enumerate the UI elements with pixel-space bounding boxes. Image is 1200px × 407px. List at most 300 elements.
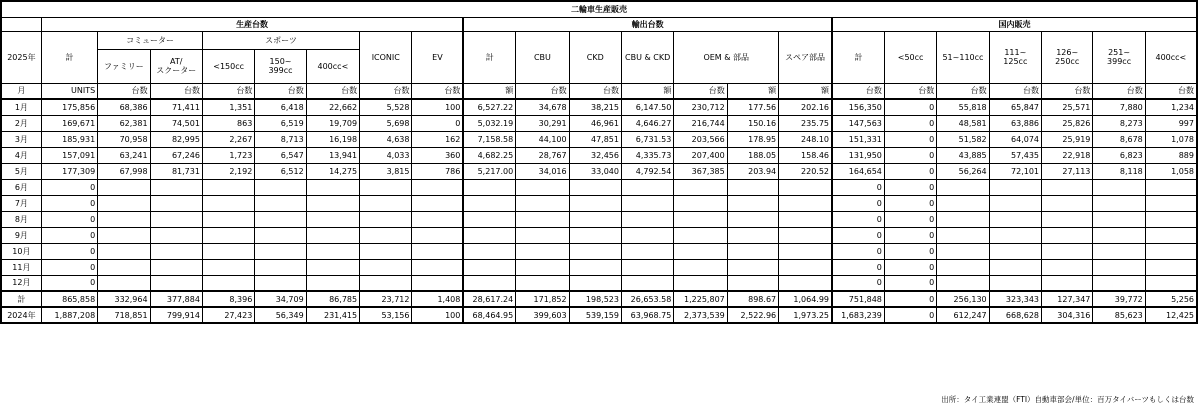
table-cell <box>150 227 202 243</box>
table-cell <box>255 275 306 291</box>
table-cell: 156,350 <box>832 99 884 115</box>
table-cell: 1,234 <box>1145 99 1197 115</box>
table-title: 二輪車生産販売 <box>1 1 1197 17</box>
table-cell: 51,582 <box>937 131 989 147</box>
table-cell <box>255 179 306 195</box>
table-cell: 668,628 <box>989 307 1041 323</box>
table-cell: 0 <box>832 243 884 259</box>
table-cell: 786 <box>412 163 463 179</box>
col-cbu-ckd: CBU & CKD <box>621 31 673 83</box>
table-cell: 46,961 <box>569 115 621 131</box>
table-cell <box>621 211 673 227</box>
unit-label: 台数 <box>674 83 727 99</box>
table-cell: 0 <box>41 243 97 259</box>
table-cell: 7,158.58 <box>463 131 515 147</box>
table-cell: 8,678 <box>1093 131 1145 147</box>
unit-label: 台数 <box>832 83 884 99</box>
table-cell <box>1093 211 1145 227</box>
table-cell: 0 <box>41 275 97 291</box>
table-cell: 5,528 <box>360 99 412 115</box>
row-label: 3月 <box>1 131 41 147</box>
table-cell: 6,547 <box>255 147 306 163</box>
col-spare-parts: スペア部品 <box>779 31 832 83</box>
table-cell: 34,709 <box>255 291 306 307</box>
table-cell: 157,091 <box>41 147 97 163</box>
table-cell: 0 <box>884 275 936 291</box>
table-cell <box>937 275 989 291</box>
table-cell: 68,386 <box>98 99 150 115</box>
table-cell <box>98 275 150 291</box>
table-cell <box>1145 227 1197 243</box>
table-cell: 0 <box>884 291 936 307</box>
table-cell <box>779 179 832 195</box>
table-cell: 171,852 <box>516 291 569 307</box>
table-cell <box>306 227 359 243</box>
table-cell <box>674 179 727 195</box>
table-row <box>1 147 1197 163</box>
table-cell <box>989 259 1041 275</box>
table-cell: 30,291 <box>516 115 569 131</box>
table-cell: 2,192 <box>202 163 254 179</box>
table-cell: 4,682.25 <box>463 147 515 163</box>
table-cell: 0 <box>884 115 936 131</box>
table-cell <box>255 195 306 211</box>
table-cell: 377,884 <box>150 291 202 307</box>
table-cell: 5,032.19 <box>463 115 515 131</box>
table-cell <box>255 243 306 259</box>
table-cell: 0 <box>41 259 97 275</box>
table-cell <box>569 243 621 259</box>
col-111-125: 111~ 125cc <box>989 31 1041 83</box>
production-section-header: 生産台数 <box>41 17 463 31</box>
table-cell: 175,856 <box>41 99 97 115</box>
table-cell: 4,792.54 <box>621 163 673 179</box>
col-400-plus-domestic: 400cc< <box>1145 31 1197 83</box>
table-cell <box>989 179 1041 195</box>
unit-label: 台数 <box>1093 83 1145 99</box>
source-note: 出所：タイ工業連盟（FTI）自動車部会/単位：百万タイバーツもしくは台数 <box>941 395 1194 404</box>
domestic-section-header: 国内販売 <box>832 17 1197 31</box>
col-251-399: 251~ 399cc <box>1093 31 1145 83</box>
table-cell: 231,415 <box>306 307 359 323</box>
table-cell <box>727 195 778 211</box>
table-cell: 81,731 <box>150 163 202 179</box>
unit-label: 台数 <box>884 83 936 99</box>
table-cell <box>989 211 1041 227</box>
table-cell <box>779 275 832 291</box>
table-cell: 158.46 <box>779 147 832 163</box>
table-row <box>1 259 1197 275</box>
table-cell: 23,712 <box>360 291 412 307</box>
table-cell <box>150 275 202 291</box>
table-cell: 0 <box>41 227 97 243</box>
table-cell: 0 <box>884 99 936 115</box>
table-cell <box>1093 227 1145 243</box>
table-cell: 86,785 <box>306 291 359 307</box>
table-cell: 332,964 <box>98 291 150 307</box>
table-cell: 1,408 <box>412 291 463 307</box>
table-cell <box>150 195 202 211</box>
table-cell: 162 <box>412 131 463 147</box>
table-cell <box>1145 195 1197 211</box>
table-cell: 198,523 <box>569 291 621 307</box>
table-cell <box>412 275 463 291</box>
table-cell <box>360 227 412 243</box>
table-cell <box>937 227 989 243</box>
row-label: 4月 <box>1 147 41 163</box>
table-cell <box>779 227 832 243</box>
table-cell: 1,887,208 <box>41 307 97 323</box>
table-cell: 1,351 <box>202 99 254 115</box>
table-cell <box>150 243 202 259</box>
table-cell: 4,646.27 <box>621 115 673 131</box>
table-cell: 367,385 <box>674 163 727 179</box>
table-cell <box>674 243 727 259</box>
table-cell: 5,217.00 <box>463 163 515 179</box>
col-cbu: CBU <box>516 31 569 83</box>
table-cell: 27,423 <box>202 307 254 323</box>
table-cell: 56,264 <box>937 163 989 179</box>
table-cell: 164,654 <box>832 163 884 179</box>
table-cell: 67,998 <box>98 163 150 179</box>
prev-year-row <box>1 307 1197 323</box>
table-row <box>1 163 1197 179</box>
table-cell <box>1093 179 1145 195</box>
table-cell <box>412 211 463 227</box>
col-iconic: ICONIC <box>360 31 412 83</box>
table-cell <box>463 195 515 211</box>
table-row <box>1 179 1197 195</box>
table-row <box>1 243 1197 259</box>
table-cell <box>150 259 202 275</box>
table-cell: 74,501 <box>150 115 202 131</box>
table-cell: 70,958 <box>98 131 150 147</box>
table-cell: 14,275 <box>306 163 359 179</box>
table-cell <box>98 195 150 211</box>
table-cell <box>569 275 621 291</box>
table-cell: 1,064.99 <box>779 291 832 307</box>
table-cell <box>937 259 989 275</box>
month-header: 月 <box>1 83 41 99</box>
table-cell <box>1145 259 1197 275</box>
export-section-header: 輸出台数 <box>463 17 832 31</box>
table-cell: 63,968.75 <box>621 307 673 323</box>
table-cell: 177,309 <box>41 163 97 179</box>
table-cell: 0 <box>41 195 97 211</box>
col-126-250: 126~ 250cc <box>1042 31 1093 83</box>
table-cell: 0 <box>832 227 884 243</box>
table-cell: 64,074 <box>989 131 1041 147</box>
table-cell <box>98 227 150 243</box>
table-cell: 0 <box>832 195 884 211</box>
col-lt50: <50cc <box>884 31 936 83</box>
table-cell: 4,638 <box>360 131 412 147</box>
table-cell: 718,851 <box>98 307 150 323</box>
table-cell <box>779 243 832 259</box>
table-cell <box>621 179 673 195</box>
sports-group-header: スポーツ <box>202 31 359 49</box>
table-cell <box>1093 243 1145 259</box>
table-cell <box>516 227 569 243</box>
table-cell: 185,931 <box>41 131 97 147</box>
table-cell <box>989 275 1041 291</box>
oem-parts-group-header: OEM & 部品 <box>674 31 779 83</box>
table-cell: 751,848 <box>832 291 884 307</box>
table-cell: 47,851 <box>569 131 621 147</box>
table-cell: 207,400 <box>674 147 727 163</box>
table-cell: 202.16 <box>779 99 832 115</box>
unit-label: 台数 <box>98 83 150 99</box>
table-cell: 4,335.73 <box>621 147 673 163</box>
row-label: 計 <box>1 291 41 307</box>
table-cell <box>306 243 359 259</box>
table-cell: 539,159 <box>569 307 621 323</box>
table-cell: 997 <box>1145 115 1197 131</box>
table-cell: 12,425 <box>1145 307 1197 323</box>
col-at-scooter: AT/ スクーター <box>150 49 202 83</box>
table-cell: 863 <box>202 115 254 131</box>
table-cell: 0 <box>884 307 936 323</box>
total-row <box>1 291 1197 307</box>
table-cell <box>202 227 254 243</box>
table-cell <box>674 227 727 243</box>
table-cell <box>621 243 673 259</box>
unit-label: 台数 <box>360 83 412 99</box>
table-cell <box>1145 243 1197 259</box>
row-label: 2024年 <box>1 307 41 323</box>
table-row <box>1 131 1197 147</box>
col-prod-total: 計 <box>41 31 97 83</box>
table-cell: 8,273 <box>1093 115 1145 131</box>
table-cell: 0 <box>884 211 936 227</box>
table-cell: 100 <box>412 99 463 115</box>
table-cell: 1,973.25 <box>779 307 832 323</box>
unit-label: 額 <box>727 83 778 99</box>
table-cell: 0 <box>412 115 463 131</box>
table-cell: 68,464.95 <box>463 307 515 323</box>
table-cell <box>516 259 569 275</box>
table-cell: 7,880 <box>1093 99 1145 115</box>
table-row <box>1 115 1197 131</box>
table-cell <box>516 275 569 291</box>
row-label: 10月 <box>1 243 41 259</box>
table-cell: 612,247 <box>937 307 989 323</box>
table-cell: 203.94 <box>727 163 778 179</box>
row-label: 6月 <box>1 179 41 195</box>
table-cell: 6,147.50 <box>621 99 673 115</box>
table-cell <box>937 195 989 211</box>
table-cell: 151,331 <box>832 131 884 147</box>
table-cell: 0 <box>41 179 97 195</box>
table-cell <box>463 275 515 291</box>
table-cell: 53,156 <box>360 307 412 323</box>
table-cell: 0 <box>884 179 936 195</box>
table-cell: 55,818 <box>937 99 989 115</box>
table-cell: 5,256 <box>1145 291 1197 307</box>
unit-label: 額 <box>779 83 832 99</box>
table-cell <box>360 211 412 227</box>
table-cell: 8,396 <box>202 291 254 307</box>
table-cell: 48,581 <box>937 115 989 131</box>
table-cell: 6,512 <box>255 163 306 179</box>
table-cell: 62,381 <box>98 115 150 131</box>
table-cell: 34,016 <box>516 163 569 179</box>
table-cell: 28,767 <box>516 147 569 163</box>
table-cell <box>1042 243 1093 259</box>
table-cell: 256,130 <box>937 291 989 307</box>
unit-label: 台数 <box>516 83 569 99</box>
table-cell: 32,456 <box>569 147 621 163</box>
table-cell <box>255 259 306 275</box>
table-cell <box>98 243 150 259</box>
table-cell <box>360 179 412 195</box>
unit-label: 台数 <box>412 83 463 99</box>
table-cell <box>1042 275 1093 291</box>
unit-label: 額 <box>621 83 673 99</box>
row-label: 7月 <box>1 195 41 211</box>
table-cell: 0 <box>884 131 936 147</box>
table-cell <box>306 211 359 227</box>
table-cell: 898.67 <box>727 291 778 307</box>
table-cell: 28,617.24 <box>463 291 515 307</box>
table-cell: 2,522.96 <box>727 307 778 323</box>
table-cell <box>306 275 359 291</box>
table-cell: 63,886 <box>989 115 1041 131</box>
table-cell: 38,215 <box>569 99 621 115</box>
table-cell <box>360 195 412 211</box>
table-cell <box>255 227 306 243</box>
table-cell <box>1093 259 1145 275</box>
table-cell: 25,571 <box>1042 99 1093 115</box>
table-cell: 43,885 <box>937 147 989 163</box>
unit-label: 台数 <box>937 83 989 99</box>
unit-label: 台数 <box>1145 83 1197 99</box>
table-cell <box>621 275 673 291</box>
table-cell: 0 <box>884 195 936 211</box>
table-cell <box>1042 195 1093 211</box>
unit-label: 台数 <box>202 83 254 99</box>
units-row <box>1 83 1197 99</box>
table-cell <box>412 195 463 211</box>
table-cell <box>1042 211 1093 227</box>
table-cell: 220.52 <box>779 163 832 179</box>
col-dom-total: 計 <box>832 31 884 83</box>
table-cell <box>463 259 515 275</box>
table-cell <box>727 243 778 259</box>
table-cell: 0 <box>832 179 884 195</box>
table-cell: 177.56 <box>727 99 778 115</box>
table-cell <box>569 179 621 195</box>
table-cell <box>727 275 778 291</box>
table-cell <box>412 179 463 195</box>
table-cell: 0 <box>832 211 884 227</box>
unit-label: 台数 <box>1042 83 1093 99</box>
table-cell <box>674 195 727 211</box>
table-cell <box>1145 211 1197 227</box>
table-cell: 6,823 <box>1093 147 1145 163</box>
table-cell <box>727 179 778 195</box>
row-label: 12月 <box>1 275 41 291</box>
table-cell: 0 <box>884 163 936 179</box>
table-cell <box>516 211 569 227</box>
table-cell: 1,058 <box>1145 163 1197 179</box>
table-cell: 399,603 <box>516 307 569 323</box>
table-cell <box>306 179 359 195</box>
table-cell: 4,033 <box>360 147 412 163</box>
table-cell <box>621 227 673 243</box>
table-cell: 0 <box>832 275 884 291</box>
table-cell <box>937 179 989 195</box>
table-cell <box>674 211 727 227</box>
table-cell: 147,563 <box>832 115 884 131</box>
unit-label: 台数 <box>989 83 1041 99</box>
table-cell <box>360 275 412 291</box>
table-cell: 0 <box>884 243 936 259</box>
table-cell <box>989 227 1041 243</box>
table-cell <box>621 195 673 211</box>
table-cell: 44,100 <box>516 131 569 147</box>
row-label: 8月 <box>1 211 41 227</box>
table-row <box>1 275 1197 291</box>
table-cell <box>360 259 412 275</box>
table-cell <box>98 211 150 227</box>
table-cell: 0 <box>832 259 884 275</box>
table-cell: 2,373,539 <box>674 307 727 323</box>
table-cell <box>727 227 778 243</box>
table-cell: 1,683,239 <box>832 307 884 323</box>
table-cell <box>306 195 359 211</box>
table-cell <box>569 259 621 275</box>
row-label: 2月 <box>1 115 41 131</box>
table-cell <box>412 243 463 259</box>
table-cell <box>1145 179 1197 195</box>
table-cell <box>412 227 463 243</box>
col-150-399: 150~ 399cc <box>255 49 306 83</box>
table-cell: 216,744 <box>674 115 727 131</box>
table-cell <box>150 179 202 195</box>
table-cell: 203,566 <box>674 131 727 147</box>
table-cell <box>360 243 412 259</box>
table-cell: 0 <box>884 147 936 163</box>
table-cell: 127,347 <box>1042 291 1093 307</box>
table-cell: 1,078 <box>1145 131 1197 147</box>
table-cell: 72,101 <box>989 163 1041 179</box>
table-cell <box>779 211 832 227</box>
table-cell: 188.05 <box>727 147 778 163</box>
table-cell: 65,847 <box>989 99 1041 115</box>
table-cell <box>463 243 515 259</box>
table-cell: 100 <box>412 307 463 323</box>
table-cell: 323,343 <box>989 291 1041 307</box>
table-cell <box>306 259 359 275</box>
table-cell: 39,772 <box>1093 291 1145 307</box>
table-cell: 67,246 <box>150 147 202 163</box>
table-cell: 3,815 <box>360 163 412 179</box>
col-400-plus: 400cc< <box>306 49 359 83</box>
table-cell <box>202 179 254 195</box>
table-row <box>1 195 1197 211</box>
col-ckd: CKD <box>569 31 621 83</box>
table-cell <box>674 259 727 275</box>
col-family: ファミリー <box>98 49 150 83</box>
table-cell <box>937 211 989 227</box>
table-cell <box>1042 259 1093 275</box>
unit-label: 台数 <box>150 83 202 99</box>
table-cell: 131,950 <box>832 147 884 163</box>
table-cell <box>779 195 832 211</box>
unit-label: UNITS <box>41 83 97 99</box>
col-exp-total: 計 <box>463 31 515 83</box>
